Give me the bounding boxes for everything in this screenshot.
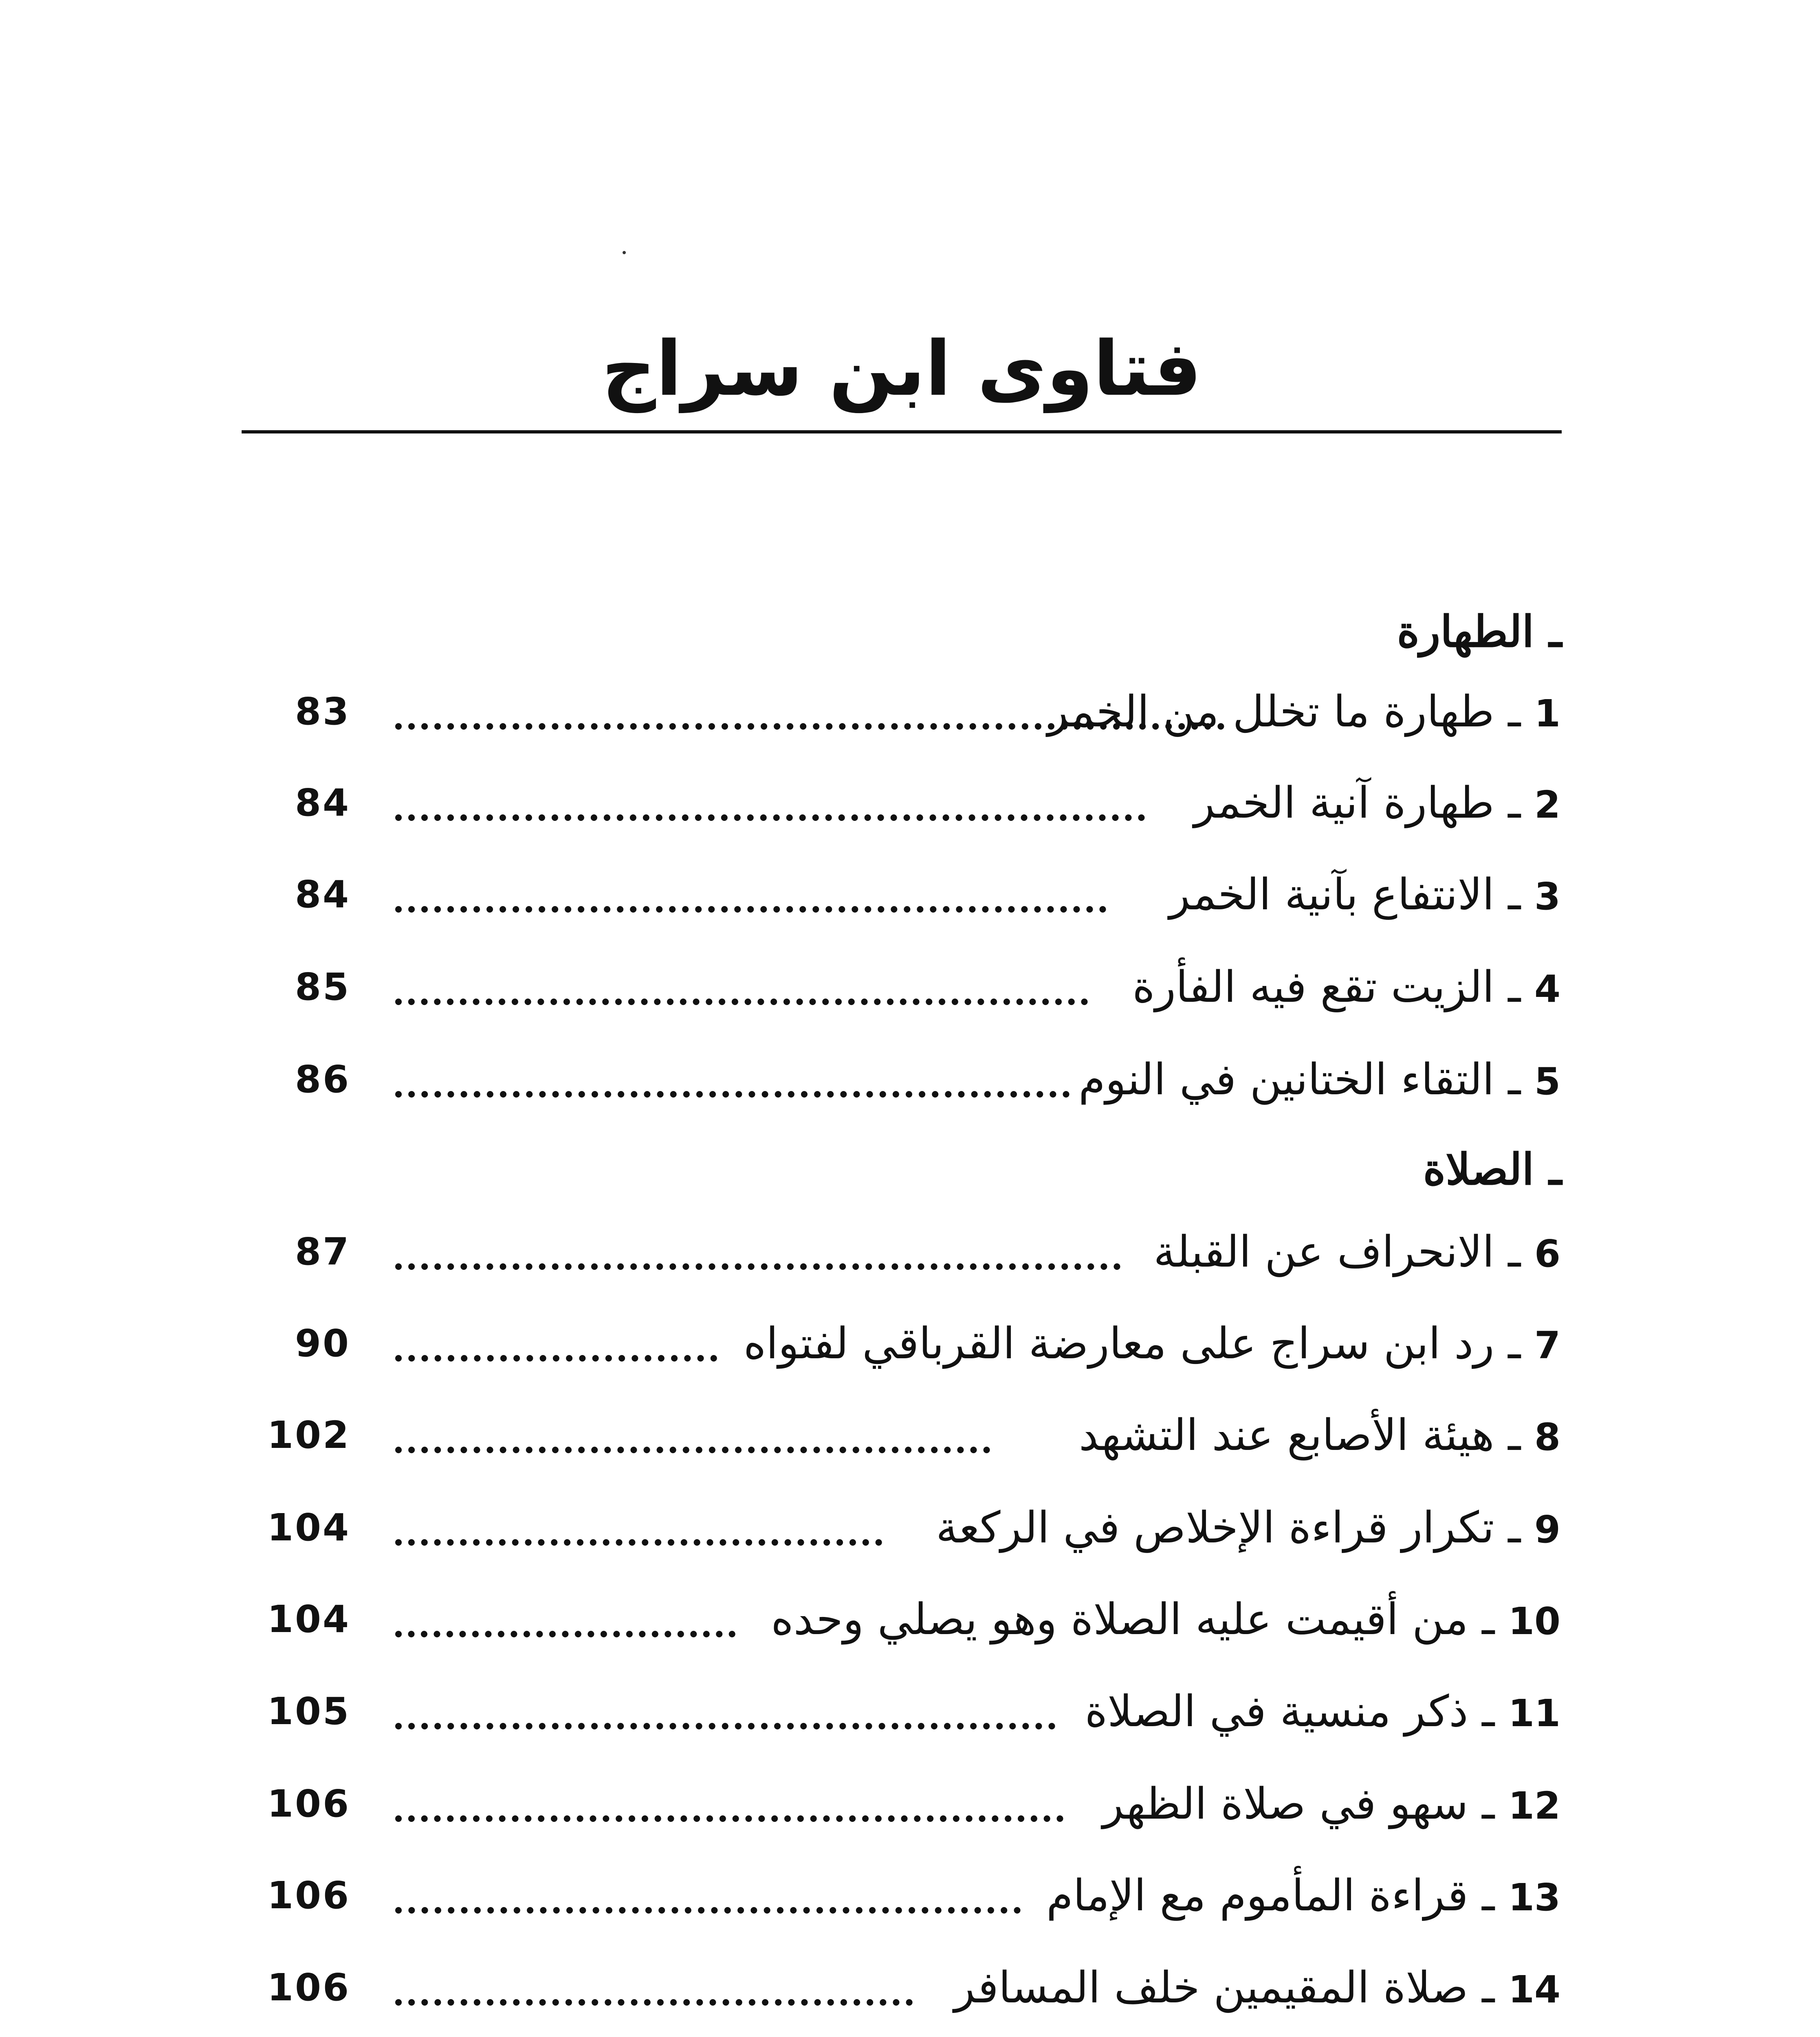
book-title: فتاوى ابن سراج [601,325,1202,413]
toc-entry [261,1855,1560,1936]
entry-page-number: 86 [295,1058,350,1101]
dot-leader [395,1631,735,1637]
entry-number: 11 [1508,1692,1560,1735]
entry-number: 1 [1534,692,1560,735]
entry-title: تكرار قراءة الإخلاص في الركعة [936,1502,1494,1553]
dot-leader [395,1263,1120,1270]
entry-page-number: 90 [295,1322,350,1365]
dot-leader [395,1907,1021,1914]
entry-title: من أقيمت عليه الصلاة وهو يصلي وحده [771,1594,1468,1644]
entry-page-number: 106 [267,1966,350,2009]
entry-title-group: 2 ـ طهارة آنية الخمر [1194,778,1560,828]
section-heading-purity: ـ الطهارة [1397,606,1562,657]
entry-page-number: 102 [267,1413,350,1457]
entry-page-number: 84 [295,873,350,916]
dot-leader [395,1999,913,2006]
dot-leader [395,1091,1070,1098]
toc-entry [261,1395,1560,1476]
entry-number: 9 [1534,1508,1560,1551]
entry-title: الانتفاع بآنية الخمر [1169,869,1494,920]
entry-title-group: 3 ـ الانتفاع بآنية الخمر [1169,869,1560,920]
dot-leader [395,1815,1063,1822]
paper-speck [623,251,626,254]
entry-title: رد ابن سراج على معارضة القرباقي لفتواه [743,1318,1494,1368]
dot-leader [395,999,1088,1005]
dot-leader [395,814,1145,821]
entry-title-group: 6 ـ الانحراف عن القبلة [1153,1227,1560,1277]
section-heading-prayer: ـ الصلاة [1423,1144,1562,1194]
entry-number: 2 [1534,783,1560,827]
entry-number: 3 [1534,875,1560,918]
toc-entry [261,671,1560,752]
entry-page-number: 83 [295,690,350,733]
entry-title-group: 8 ـ هيئة الأصابع عند التشهد [1078,1410,1560,1460]
entry-title: صلاة المقيمين خلف المسافر [954,1962,1468,2013]
entry-title-group: 9 ـ تكرار قراءة الإخلاص في الركعة [936,1502,1560,1553]
entry-title-group: 5 ـ التقاء الختانين في النوم [1078,1054,1560,1104]
entry-title-group: 1 ـ طهارة ما تخلل من الخمر [1047,686,1560,737]
entry-title: التقاء الختانين في النوم [1078,1054,1494,1104]
entry-number: 12 [1508,1784,1560,1828]
entry-page-number: 106 [267,1874,350,1917]
toc-entry [261,1763,1560,1845]
dot-leader [395,1355,717,1362]
entry-title: طهارة ما تخلل من الخمر [1047,686,1494,737]
entry-title-group: 4 ـ الزيت تقع فيه الفأرة [1132,962,1560,1012]
entry-page-number: 85 [295,965,350,1009]
toc-entry [261,1039,1560,1120]
toc-entry [261,854,1560,935]
entry-number: 6 [1534,1232,1560,1276]
title-rule [242,430,1562,433]
dot-leader [395,906,1106,913]
toc-entry [261,1671,1560,1752]
entry-title: سهو في صلاة الظهر [1103,1779,1468,1829]
entry-number: 14 [1508,1968,1560,2011]
entry-page-number: 104 [267,1506,350,1549]
toc-entry [261,1211,1560,1293]
entry-page-number: 84 [295,781,350,825]
entry-number: 10 [1508,1599,1560,1643]
dot-leader [395,1723,1055,1729]
entry-title: الزيت تقع فيه الفأرة [1132,962,1494,1012]
toc-entry [261,1487,1560,1568]
toc-entry [261,946,1560,1028]
entry-page-number: 104 [267,1597,350,1641]
entry-title-group: 12 ـ سهو في صلاة الظهر [1103,1779,1560,1829]
entry-page-number: 106 [267,1782,350,1826]
entry-page-number: 87 [295,1230,350,1274]
entry-title-group: 14 ـ صلاة المقيمين خلف المسافر [954,1962,1560,2013]
toc-entry [261,1947,1560,2028]
entry-number: 7 [1534,1324,1560,1367]
entry-number: 8 [1534,1415,1560,1459]
entry-title: ذكر منسية في الصلاة [1085,1686,1468,1736]
toc-entry [261,1579,1560,1660]
entry-title-group: 10 ـ من أقيمت عليه الصلاة وهو يصلي وحده [771,1594,1560,1644]
toc-entry [261,762,1560,844]
entry-number: 5 [1534,1060,1560,1103]
toc-entry [261,1303,1560,1384]
dot-leader [395,1539,882,1546]
entry-title-group: 11 ـ ذكر منسية في الصلاة [1085,1686,1560,1736]
dot-leader [395,1447,990,1453]
entry-title: هيئة الأصابع عند التشهد [1078,1410,1494,1460]
entry-title-group: 13 ـ قراءة المأموم مع الإمام [1046,1870,1560,1920]
entry-title: الانحراف عن القبلة [1153,1227,1494,1277]
entry-title: طهارة آنية الخمر [1194,778,1494,828]
entry-number: 4 [1534,967,1560,1011]
entry-title-group: 7 ـ رد ابن سراج على معارضة القرباقي لفتواه [743,1318,1560,1368]
entry-title: قراءة المأموم مع الإمام [1046,1870,1468,1920]
entry-number: 13 [1508,1876,1560,1919]
entry-page-number: 105 [267,1689,350,1733]
